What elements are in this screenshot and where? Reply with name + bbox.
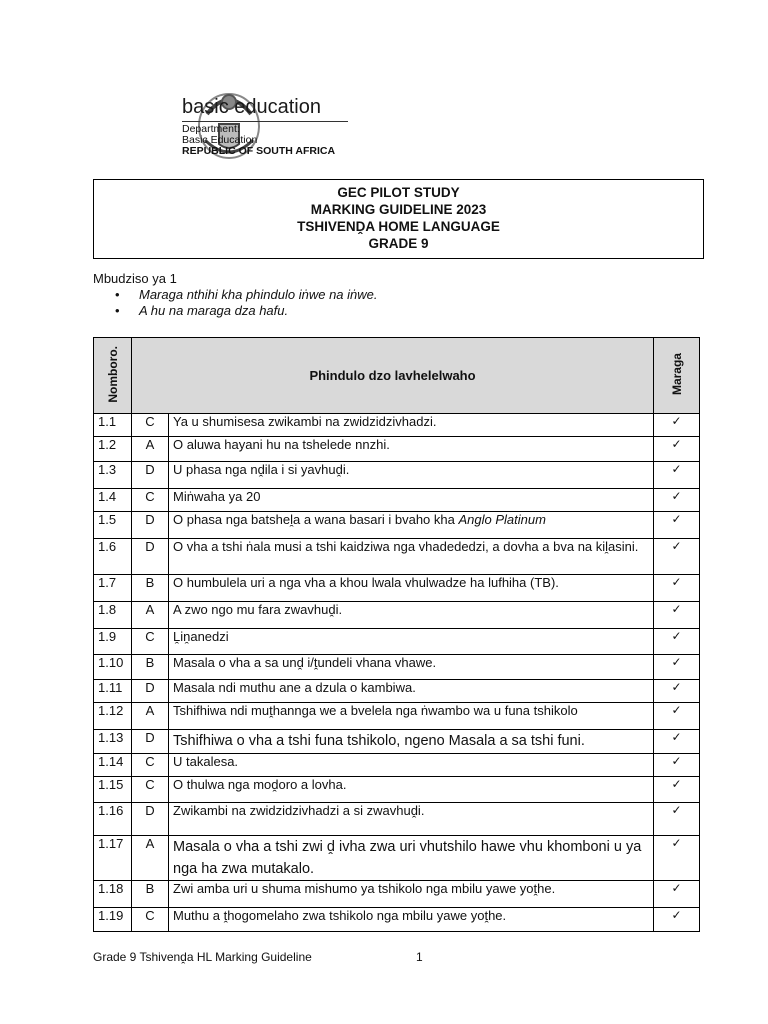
- row-letter: A: [132, 836, 169, 881]
- answer-text: Miṅwaha ya 20: [173, 489, 261, 504]
- title-line-4: GRADE 9: [368, 236, 429, 251]
- checkmark-icon: ✓: [654, 836, 700, 881]
- checkmark-icon: ✓: [654, 680, 700, 703]
- row-answer: [169, 803, 654, 836]
- answer-text: Muthu a ṱhogomelaho zwa tshikolo nga mbilu yawe yoṱhe.: [173, 908, 507, 923]
- checkmark-icon: ✓: [654, 703, 700, 730]
- row-answer: [169, 575, 654, 602]
- header-number: Nomboro.: [94, 338, 132, 414]
- table-row: [94, 489, 700, 512]
- row-number: 1.4: [94, 489, 132, 512]
- row-number: 1.5: [94, 512, 132, 539]
- title-box: [93, 179, 704, 259]
- instruction-item: • Maraga nthihi kha phindulo iṅwe na iṅwe.: [115, 287, 378, 303]
- footer-text: Grade 9 Tshivenḓa HL Marking Guideline: [93, 950, 312, 964]
- row-letter: B: [132, 655, 169, 680]
- checkmark-icon: ✓: [654, 881, 700, 908]
- row-letter: B: [132, 575, 169, 602]
- row-answer: [169, 414, 654, 437]
- table-row: [94, 655, 700, 680]
- answer-text: Ḽiṋanedzi: [173, 629, 229, 644]
- row-letter: D: [132, 462, 169, 489]
- row-letter: D: [132, 680, 169, 703]
- row-answer: [169, 908, 654, 932]
- row-answer: [169, 754, 654, 777]
- table-row: [94, 703, 700, 730]
- table-body: [94, 414, 700, 932]
- checkmark-icon: ✓: [654, 803, 700, 836]
- row-number: 1.16: [94, 803, 132, 836]
- row-answer: [169, 602, 654, 629]
- table-row: [94, 881, 700, 908]
- checkmark-icon: ✓: [654, 462, 700, 489]
- table-row: [94, 629, 700, 655]
- table-row: [94, 680, 700, 703]
- table-row: [94, 414, 700, 437]
- table-row: [94, 730, 700, 754]
- row-number: 1.9: [94, 629, 132, 655]
- answer-text: Masala o vha a sa unḓ i/ṱundeli vhana vhawe.: [173, 655, 437, 670]
- row-letter: C: [132, 754, 169, 777]
- row-answer: [169, 680, 654, 703]
- answer-text: U phasa nga nḓila i si yavhuḓi.: [173, 462, 350, 477]
- row-answer: [169, 836, 654, 881]
- row-letter: A: [132, 437, 169, 462]
- row-answer: [169, 437, 654, 462]
- row-number: 1.8: [94, 602, 132, 629]
- brand-divider: [182, 121, 348, 122]
- table-row: [94, 602, 700, 629]
- row-number: 1.17: [94, 836, 132, 881]
- instructions-list: [115, 287, 378, 319]
- checkmark-icon: ✓: [654, 754, 700, 777]
- row-answer: [169, 489, 654, 512]
- table-row: [94, 803, 700, 836]
- row-letter: A: [132, 703, 169, 730]
- row-number: 1.18: [94, 881, 132, 908]
- row-number: 1.3: [94, 462, 132, 489]
- row-number: 1.12: [94, 703, 132, 730]
- row-letter: B: [132, 881, 169, 908]
- answer-text: Zwi amba uri u shuma mishumo ya tshikolo nga mbilu yawe yoṱhe.: [173, 881, 556, 896]
- row-number: 1.13: [94, 730, 132, 754]
- department-name: Basic Education: [182, 134, 258, 146]
- checkmark-icon: ✓: [654, 437, 700, 462]
- row-letter: D: [132, 803, 169, 836]
- table-row: [94, 908, 700, 932]
- table-row: [94, 539, 700, 575]
- question-heading: Mbudziso ya 1: [93, 271, 177, 286]
- row-number: 1.2: [94, 437, 132, 462]
- table-row: [94, 462, 700, 489]
- row-letter: C: [132, 908, 169, 932]
- answer-text: O thulwa nga moḓoro a lovha.: [173, 777, 347, 792]
- answer-text: O aluwa hayani hu na tshelede nnzhi.: [173, 437, 390, 452]
- checkmark-icon: ✓: [654, 629, 700, 655]
- answer-text: Masala ndi muthu ane a dzula o kambiwa.: [173, 680, 416, 695]
- checkmark-icon: ✓: [654, 512, 700, 539]
- row-number: 1.1: [94, 414, 132, 437]
- row-letter: D: [132, 730, 169, 754]
- checkmark-icon: ✓: [654, 602, 700, 629]
- title-line-1: GEC PILOT STUDY: [337, 185, 460, 200]
- row-letter: C: [132, 489, 169, 512]
- row-answer: [169, 881, 654, 908]
- row-letter: C: [132, 414, 169, 437]
- checkmark-icon: ✓: [654, 539, 700, 575]
- row-letter: D: [132, 512, 169, 539]
- answer-text: O humbulela uri a nga vha a khou lwala vhulwadze ha lufhiha (TB).: [173, 575, 559, 590]
- instruction-item: • A hu na maraga dza hafu.: [115, 303, 378, 319]
- answer-italic-text: Anglo Platinum: [458, 512, 546, 527]
- checkmark-icon: ✓: [654, 575, 700, 602]
- header-answer: Phindulo dzo lavhelelwaho: [132, 338, 654, 414]
- row-number: 1.7: [94, 575, 132, 602]
- row-number: 1.15: [94, 777, 132, 803]
- answer-text: Zwikambi na zwidzidzivhadzi a si zwavhuḓi.: [173, 803, 425, 818]
- country-name: REPUBLIC OF SOUTH AFRICA: [182, 145, 336, 157]
- row-number: 1.10: [94, 655, 132, 680]
- row-number: 1.11: [94, 680, 132, 703]
- row-letter: D: [132, 539, 169, 575]
- table-row: [94, 777, 700, 803]
- answer-text: O vha a tshi ṅala musi a tshi kaidziwa nga vhadededzi, a dovha a bva na kiḽasini.: [173, 539, 639, 554]
- table-row: [94, 754, 700, 777]
- row-number: 1.19: [94, 908, 132, 932]
- answer-text: Tshifhiwa o vha a tshi funa tshikolo, ngeno Masala a sa tshi funi.: [173, 733, 585, 749]
- department-label: Department:: [182, 123, 240, 135]
- row-answer: [169, 703, 654, 730]
- header-marks: Maraga: [654, 338, 700, 414]
- answers-table: [93, 337, 700, 932]
- table-header-row: [94, 338, 700, 414]
- checkmark-icon: ✓: [654, 730, 700, 754]
- row-letter: C: [132, 629, 169, 655]
- answer-text: O phasa nga batsheḽa a wana basari i bvaho kha: [173, 512, 459, 527]
- checkmark-icon: ✓: [654, 655, 700, 680]
- row-letter: A: [132, 602, 169, 629]
- table-row: [94, 512, 700, 539]
- checkmark-icon: ✓: [654, 908, 700, 932]
- row-answer: [169, 462, 654, 489]
- department-block: [182, 124, 335, 157]
- answer-text: Masala o vha a tshi zwi ḓ ivha zwa uri vhutshilo hawe vhu khomboni u ya nga ha zwa mutakalo.: [173, 839, 642, 877]
- answer-text: Ya u shumisesa zwikambi na zwidzidzivhadzi.: [173, 414, 437, 429]
- checkmark-icon: ✓: [654, 414, 700, 437]
- title-line-3: TSHIVENḒA HOME LANGUAGE: [297, 219, 500, 234]
- table-row: [94, 437, 700, 462]
- row-answer: [169, 539, 654, 575]
- row-answer: [169, 655, 654, 680]
- answer-text: Tshifhiwa ndi muṱhannga we a bvelela nga ṅwambo wa u funa tshikolo: [173, 703, 578, 718]
- row-number: 1.6: [94, 539, 132, 575]
- title-line-2: MARKING GUIDELINE 2023: [310, 202, 487, 217]
- row-letter: C: [132, 777, 169, 803]
- table-row: [94, 575, 700, 602]
- page-number: 1: [416, 950, 423, 964]
- checkmark-icon: ✓: [654, 777, 700, 803]
- brand-name: basic education: [182, 96, 321, 118]
- answer-text: U takalesa.: [173, 754, 239, 769]
- row-answer: [169, 777, 654, 803]
- row-answer: [169, 512, 654, 539]
- row-number: 1.14: [94, 754, 132, 777]
- checkmark-icon: ✓: [654, 489, 700, 512]
- table-row: [94, 836, 700, 881]
- row-answer: [169, 629, 654, 655]
- row-answer: [169, 730, 654, 754]
- answer-text: A zwo ngo mu fara zwavhuḓi.: [173, 602, 343, 617]
